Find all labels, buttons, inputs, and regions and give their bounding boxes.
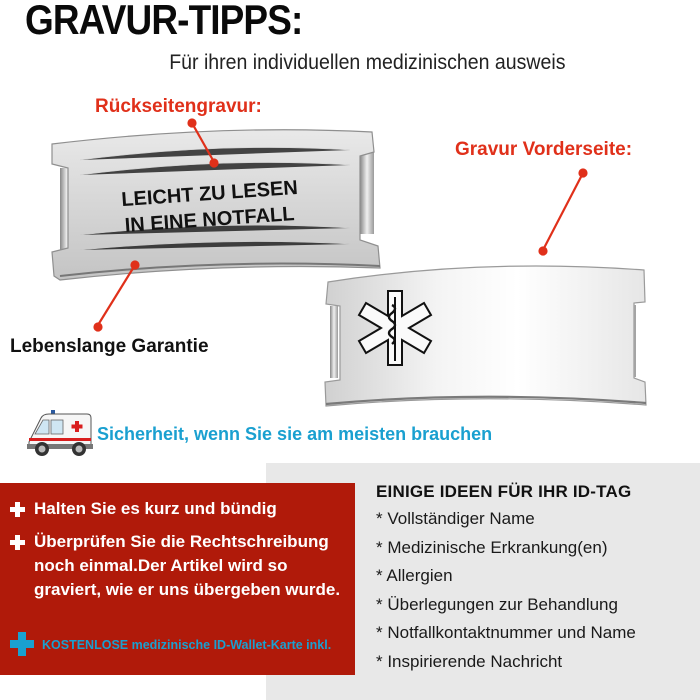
tip-item <box>10 530 355 602</box>
back-tag-right-pin <box>360 146 374 234</box>
back-engraving-label: Rückseitengravur: <box>95 96 262 117</box>
page-title: GRAVUR-TIPPS: <box>25 0 303 43</box>
lifetime-guarantee-label: Lebenslange Garantie <box>10 336 209 357</box>
tip-text: Überprüfen Sie die Rechtschreibung noch einmal.Der Artikel wird so graviert, wie er uns übergeben wurde. <box>34 532 341 599</box>
back-tag-line1: LEICHT ZU LESEN <box>120 176 299 212</box>
front-tag <box>325 266 646 406</box>
front-engraving-label: Gravur Vorderseite: <box>455 139 633 160</box>
idea-item: * Allergien <box>376 566 453 585</box>
front-tag-left-pin <box>330 306 338 378</box>
plus-icon <box>10 535 25 550</box>
idea-item: * Inspirierende Nachricht <box>376 651 563 671</box>
idea-item: * Vollständiger Name <box>376 509 535 528</box>
ambulance-icon <box>27 410 93 456</box>
tip-text: KOSTENLOSE medizinische ID-Wallet-Karte inkl. <box>42 638 332 652</box>
tip-item <box>10 497 350 521</box>
ideas-list <box>376 482 636 676</box>
safety-tagline: Sicherheit, wenn Sie sie am meisten brauchen <box>97 424 493 444</box>
blue-plus-icon <box>10 632 34 656</box>
tip-text: Halten Sie es kurz und bündig <box>34 499 277 518</box>
page-subtitle: Für ihren individuellen medizinischen ausweis <box>169 51 566 74</box>
ideas-title: EINIGE IDEEN FÜR IHR ID-TAG <box>376 482 632 501</box>
idea-item: * Überlegungen zur Behandlung <box>376 594 618 614</box>
plus-icon <box>10 502 25 517</box>
tip-item <box>10 633 331 657</box>
back-tag-line2: IN EINE NOTFALL <box>124 203 296 237</box>
idea-item: * Notfallkontaktnummer und Name <box>376 623 636 642</box>
idea-item: * Medizinische Erkrankung(en) <box>376 537 608 557</box>
back-tag <box>52 130 380 280</box>
